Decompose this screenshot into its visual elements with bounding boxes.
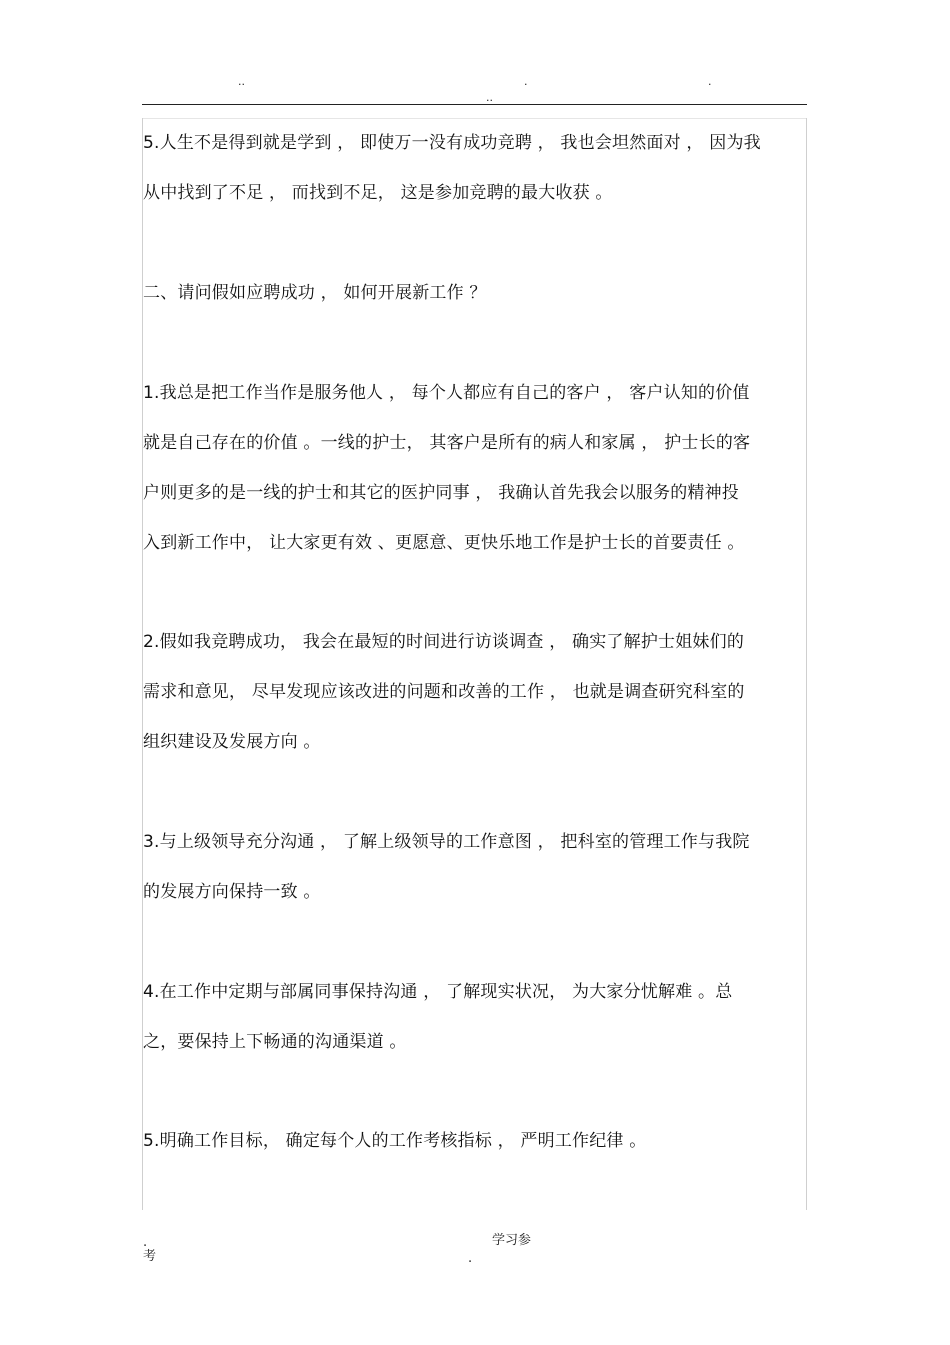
paragraph-line: 从中找到了不足 ， 而找到不足， 这是参加竞聘的最大收获 。	[143, 183, 613, 203]
header-dot-2: .	[524, 75, 528, 88]
paragraph-line: 4.在工作中定期与部属同事保持沟通 ， 了解现实状况， 为大家分忧解难 。总	[143, 982, 733, 1002]
text-frame-right	[806, 118, 807, 1210]
paragraph-line: 5.明确工作目标， 确定每个人的工作考核指标 ， 严明工作纪律 。	[143, 1131, 647, 1151]
header-rule	[142, 104, 807, 105]
paragraph-line: 3.与上级领导充分沟通 ， 了解上级领导的工作意图 ， 把科室的管理工作与我院	[143, 832, 750, 852]
paragraph-line: 就是自己存在的价值 。一线的护士， 其客户是所有的病人和家属 ， 护士长的客	[143, 433, 751, 453]
section-heading: 二、请问假如应聘成功 ， 如何开展新工作 ？	[143, 283, 487, 303]
paragraph-line: 需求和意见， 尽早发现应该改进的问题和改善的工作 ， 也就是调查研究科室的	[143, 682, 745, 702]
paragraph-line: 之，要保持上下畅通的沟通渠道 。	[143, 1032, 407, 1052]
header-dot-1: ..	[238, 75, 245, 88]
footer-text-left: 考	[143, 1249, 157, 1264]
paragraph-line: 的发展方向保持一致 。	[143, 882, 321, 902]
paragraph-line: 入到新工作中， 让大家更有效 、更愿意、更快乐地工作是护士长的首要责任 。	[143, 533, 745, 553]
paragraph-line: 5.人生不是得到就是学到 ， 即使万一没有成功竞聘 ， 我也会坦然面对 ， 因为我	[143, 133, 761, 153]
footer-dot-left: .	[143, 1235, 148, 1250]
paragraph-line: 2.假如我竞聘成功， 我会在最短的时间进行访谈调查 ， 确实了解护士姐妹们的	[143, 632, 745, 652]
footer-text-center: 学习参	[492, 1233, 532, 1248]
paragraph-line: 1.我总是把工作当作是服务他人 ， 每个人都应有自己的客户 ， 客户认知的价值	[143, 383, 750, 403]
header-dot-3: .	[708, 75, 712, 88]
footer-dot-center: .	[468, 1251, 473, 1266]
paragraph-line: 户则更多的是一线的护士和其它的医护同事 ， 我确认首先我会以服务的精神投	[143, 483, 740, 503]
paragraph-line: 组织建设及发展方向 。	[143, 732, 321, 752]
text-frame-top	[142, 118, 807, 119]
header-dot-4: ..	[486, 91, 493, 104]
